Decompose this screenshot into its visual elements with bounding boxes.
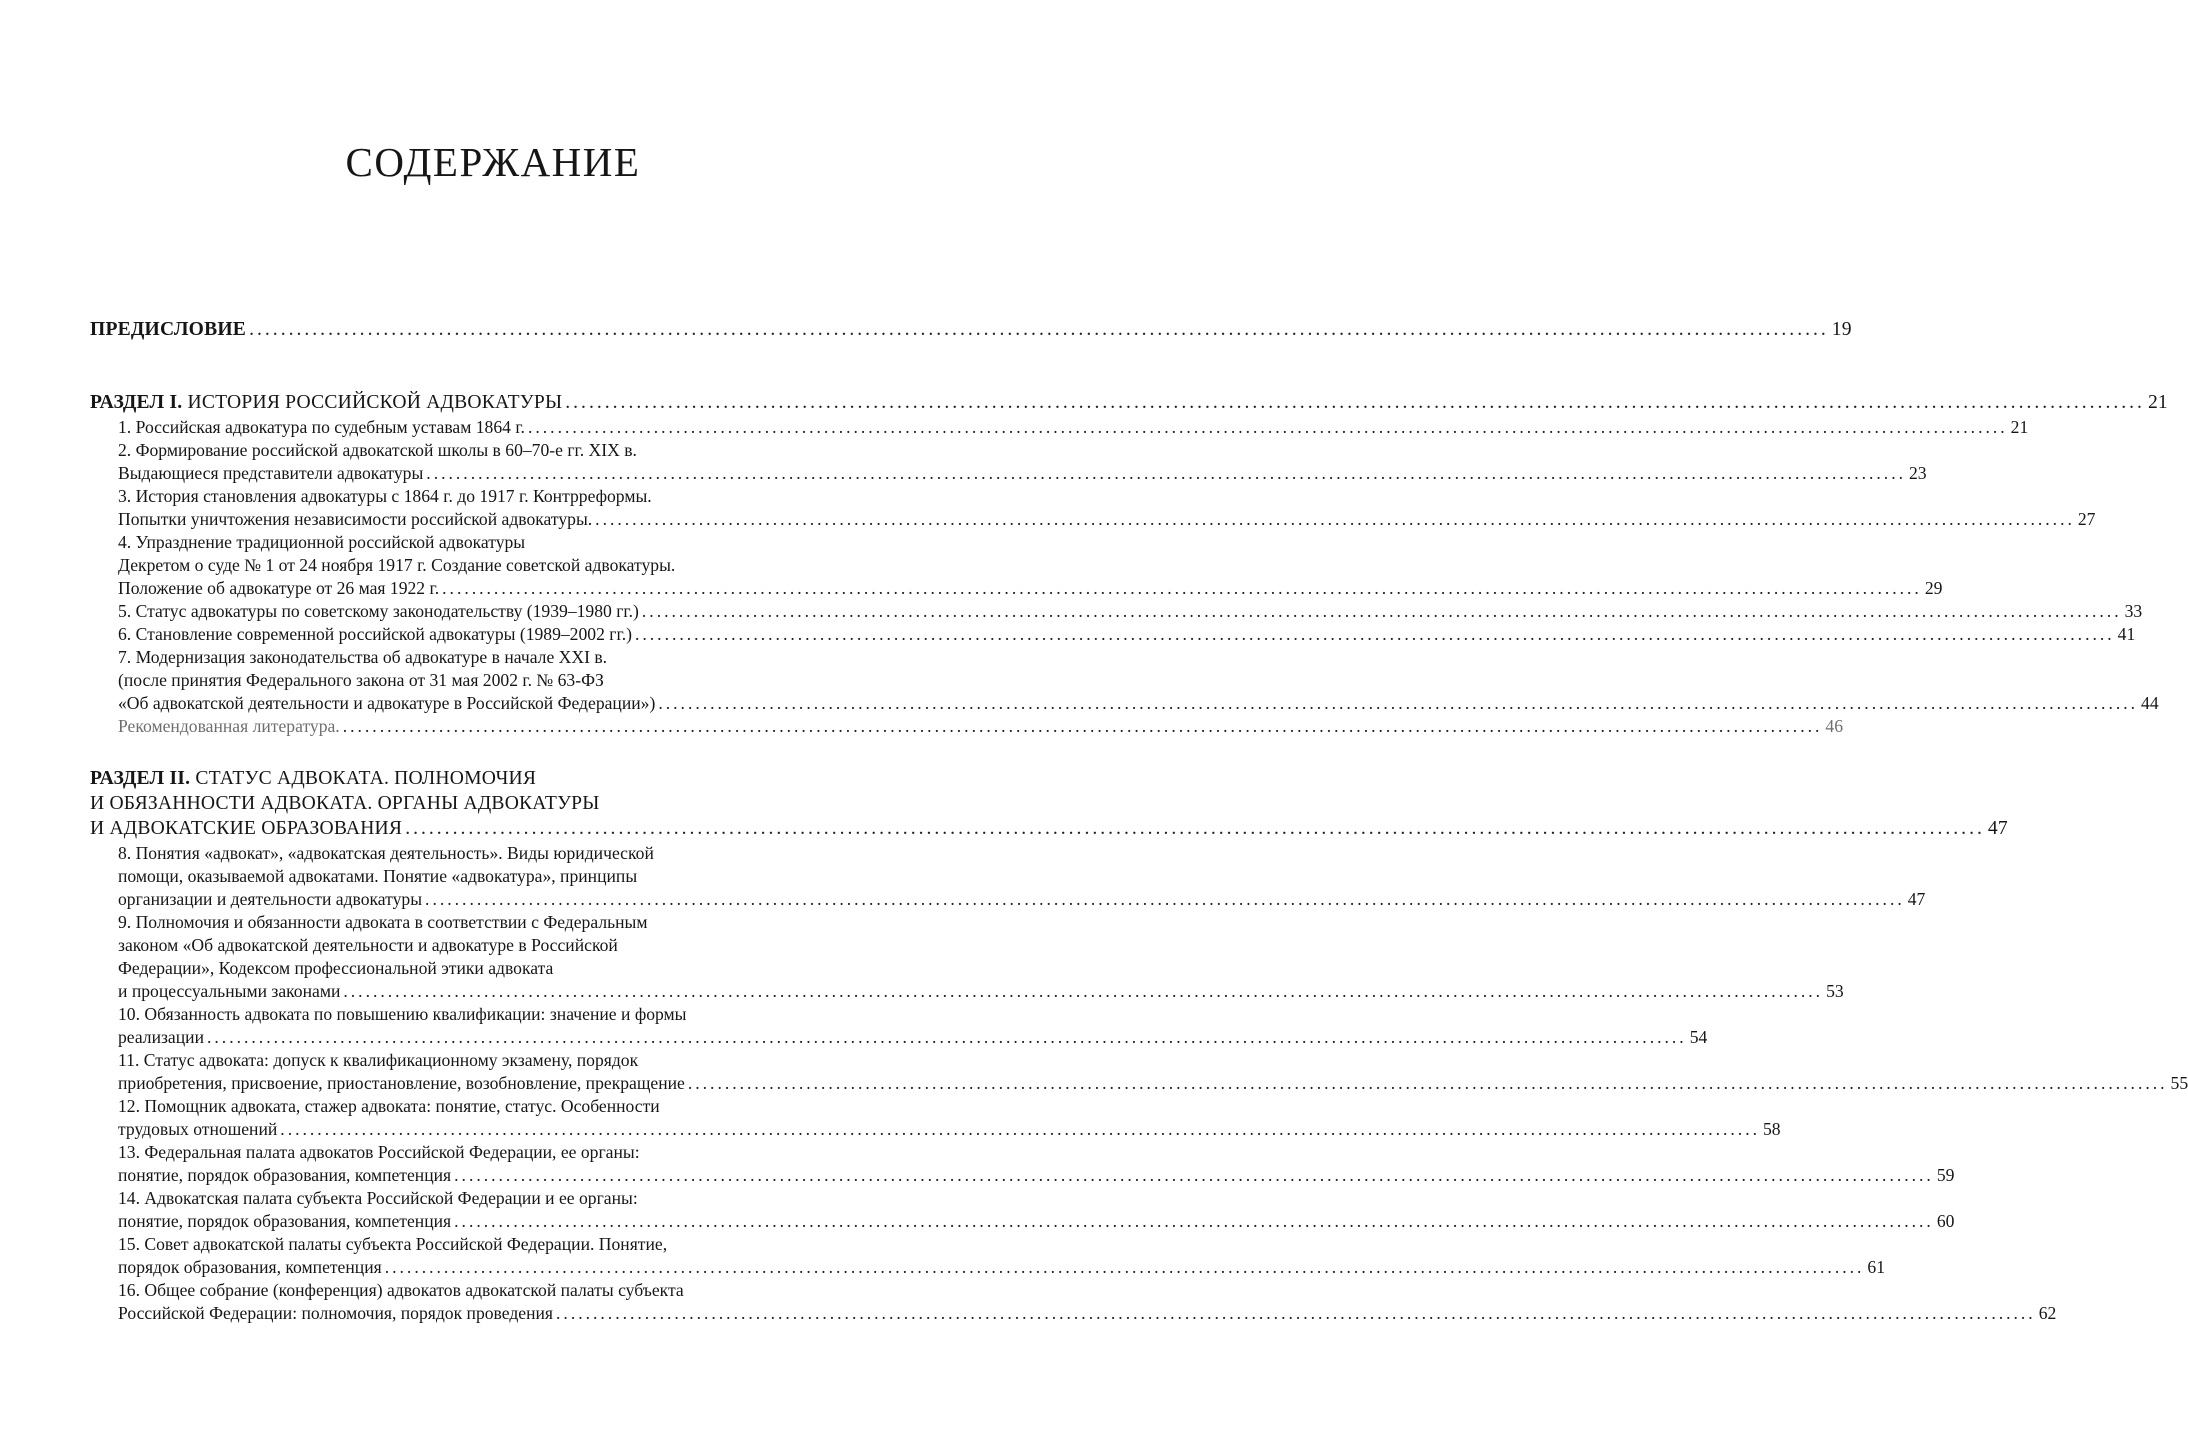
toc-entry-text: 1. Российская адвокатура по судебным уставам 1864 г. (118, 417, 525, 437)
toc-entry[interactable] (118, 1025, 1708, 1049)
section-number: РАЗДЕЛ II. (90, 768, 191, 789)
toc-section-2-line: И ОБЯЗАННОСТИ АДВОКАТА. ОРГАНЫ АДВОКАТУРЫ (90, 793, 600, 814)
toc-section-1[interactable] (90, 391, 2168, 415)
page-number: 53 (1826, 981, 1844, 1001)
toc-entry[interactable] (118, 599, 2143, 623)
page-number: 23 (1908, 463, 1927, 483)
leader-dots: ........................................................................................................................................................................................................ (280, 1119, 1760, 1139)
page-number: 60 (1936, 1211, 1955, 1231)
toc-entry[interactable] (118, 1255, 1885, 1279)
toc-entry-text: и процессуальными законами (118, 981, 341, 1001)
leader-dots: ........................................................................................................................................................................................................ (556, 1303, 2036, 1323)
toc-entry-line: 9. Полномочия и обязанности адвоката в соответствии с Федеральным (118, 912, 648, 932)
leader-dots: ........................................................................................................................................................................................................ (595, 509, 2075, 529)
toc-entry-line: 4. Упразднение традиционной российской адвокатуры (118, 532, 526, 552)
page-number: 61 (1867, 1257, 1885, 1277)
leader-dots: ........................................................................................................................................................................................................ (565, 392, 2145, 413)
leader-dots: ........................................................................................................................................................................................................ (405, 818, 1985, 839)
toc-entry-text: понятие, порядок образования, компетенция (118, 1211, 452, 1231)
page-number: 46 (1825, 716, 1843, 736)
toc-entry-text: реализации (118, 1027, 204, 1047)
toc-entry-line: 12. Помощник адвоката, стажер адвоката: понятие, статус. Особенности (118, 1096, 660, 1116)
leader-dots: ........................................................................................................................................................................................................ (426, 463, 1906, 483)
page-number: 41 (2117, 624, 2136, 644)
toc-entry-text: Попытки уничтожения независимости российской адвокатуры. (118, 509, 593, 529)
toc-entry[interactable] (118, 1163, 1955, 1187)
section-title: ИСТОРИЯ РОССИЙСКОЙ АДВОКАТУРЫ (182, 392, 563, 413)
leader-dots: ........................................................................................................................................................................................................ (384, 1257, 1865, 1277)
toc-entry-line: 10. Обязанность адвоката по повышению квалификации: значение и формы (118, 1004, 687, 1024)
toc-entry-line: 2. Формирование российской адвокатской школы в 60–70-е гг. XIX в. (118, 440, 637, 460)
page-number: 33 (2124, 601, 2143, 621)
toc-section-2[interactable] (90, 817, 2008, 841)
toc-entry-text: Положение об адвокатуре от 26 мая 1922 г. (118, 578, 440, 598)
toc-entry-line: 15. Совет адвокатской палаты субъекта Российской Федерации. Понятие, (118, 1234, 668, 1254)
toc-entry[interactable] (118, 576, 1943, 600)
page-number: 62 (2038, 1303, 2057, 1323)
toc-entry-line: 7. Модернизация законодательства об адвокатуре в начале XXI в. (118, 647, 608, 667)
page-number: 54 (1689, 1027, 1708, 1047)
toc-entry[interactable] (118, 1209, 1955, 1233)
page-number: 44 (2141, 693, 2159, 713)
toc-entry[interactable] (118, 979, 1844, 1003)
toc-entry[interactable] (118, 622, 2136, 646)
toc-section-2-line (90, 767, 843, 791)
toc-entry-line: 14. Адвокатская палата субъекта Российской Федерации и ее органы: (118, 1188, 638, 1208)
leader-dots: ........................................................................................................................................................................................................ (207, 1027, 1687, 1047)
leader-dots: ........................................................................................................................................................................................................ (454, 1165, 1934, 1185)
leader-dots: ........................................................................................................................................................................................................ (641, 601, 2122, 621)
toc-entry-text: порядок образования, компетенция (118, 1257, 382, 1277)
toc-entry-literature[interactable] (118, 714, 1843, 738)
toc-entry-text: организации и деятельности адвокатуры (118, 889, 423, 909)
toc-entry[interactable] (118, 507, 2096, 531)
toc-entry-text: Выдающиеся представители адвокатуры (118, 463, 424, 483)
toc-entry-line: Федерации», Кодексом профессиональной этики адвоката (118, 958, 554, 978)
page-number: 47 (1907, 889, 1926, 909)
leader-dots: ........................................................................................................................................................................................................ (343, 981, 1824, 1001)
page-title: СОДЕРЖАНИЕ (345, 139, 641, 185)
toc-entry-text: 5. Статус адвокатуры по советскому законодательству (1939–1980 гг.) (118, 601, 639, 621)
toc-entry[interactable] (118, 461, 1927, 485)
toc-entry-line: Декретом о суде № 1 от 24 ноября 1917 г. Создание советской адвокатуры. (118, 555, 676, 575)
section-title: И АДВОКАТСКИЕ ОБРАЗОВАНИЯ (90, 818, 403, 839)
toc-entry-line: 13. Федеральная палата адвокатов Российской Федерации, ее органы: (118, 1142, 640, 1162)
toc-entry-line: (после принятия Федерального закона от 31 мая 2002 г. № 63-ФЗ (118, 670, 604, 690)
toc-entry-text: Российской Федерации: полномочия, порядок проведения (118, 1303, 554, 1323)
toc-entry-label: ПРЕДИСЛОВИЕ (90, 319, 247, 340)
page-number: 27 (2077, 509, 2096, 529)
leader-dots: ........................................................................................................................................................................................................ (454, 1211, 1934, 1231)
toc-entry-text: Рекомендованная литература. (118, 716, 340, 736)
leader-dots: ........................................................................................................................................................................................................ (342, 716, 1823, 736)
toc-entry-text: приобретения, присвоение, приостановление, возобновление, прекращение (118, 1073, 685, 1093)
toc-entry-text: «Об адвокатской деятельности и адвокатуре в Российской Федерации») (118, 693, 656, 713)
toc-entry[interactable] (118, 415, 2029, 439)
page-number: 58 (1762, 1119, 1781, 1139)
toc-entry-line: 11. Статус адвоката: допуск к квалификационному экзамену, порядок (118, 1050, 639, 1070)
toc-entry-line: помощи, оказываемой адвокатами. Понятие «адвокатура», принципы (118, 866, 638, 886)
leader-dots: ........................................................................................................................................................................................................ (687, 1073, 2168, 1093)
leader-dots: ........................................................................................................................................................................................................ (442, 578, 1922, 598)
section-number: РАЗДЕЛ I. (90, 392, 183, 413)
page-number: 21 (2147, 392, 2168, 413)
toc-entry[interactable] (118, 1071, 2188, 1095)
page-number: 29 (1924, 578, 1943, 598)
leader-dots: ........................................................................................................................................................................................................ (425, 889, 1905, 909)
section-title: СТАТУС АДВОКАТА. ПОЛНОМОЧИЯ (190, 768, 537, 789)
toc-entry[interactable] (118, 1301, 2057, 1325)
toc-entry-line: 3. История становления адвокатуры с 1864 г. до 1917 г. Контрреформы. (118, 486, 652, 506)
page-number: 19 (1831, 319, 1852, 340)
toc-entry[interactable] (118, 1117, 1781, 1141)
page-number: 47 (1987, 818, 2008, 839)
leader-dots: ........................................................................................................................................................................................................ (634, 624, 2115, 644)
toc-entry[interactable] (118, 691, 2159, 715)
toc-entry-text: 6. Становление современной российской адвокатуры (1989–2002 гг.) (118, 624, 632, 644)
leader-dots: ........................................................................................................................................................................................................ (527, 417, 2008, 437)
toc-entry-preface[interactable] (90, 318, 1852, 342)
leader-dots: ........................................................................................................................................................................................................ (658, 693, 2139, 713)
page-number: 59 (1936, 1165, 1955, 1185)
toc-entry-line: 16. Общее собрание (конференция) адвокатов адвокатской палаты субъекта (118, 1280, 684, 1300)
toc-entry-text: трудовых отношений (118, 1119, 278, 1139)
leader-dots: ........................................................................................................................................................................................................ (249, 319, 1829, 340)
page-number: 55 (2170, 1073, 2188, 1093)
toc-entry-text: понятие, порядок образования, компетенция (118, 1165, 452, 1185)
toc-entry-line: законом «Об адвокатской деятельности и адвокатуре в Российской (118, 935, 618, 955)
page-number: 21 (2010, 417, 2029, 437)
toc-entry[interactable] (118, 887, 1926, 911)
toc-entry-line: 8. Понятия «адвокат», «адвокатская деятельность». Виды юридической (118, 843, 654, 863)
